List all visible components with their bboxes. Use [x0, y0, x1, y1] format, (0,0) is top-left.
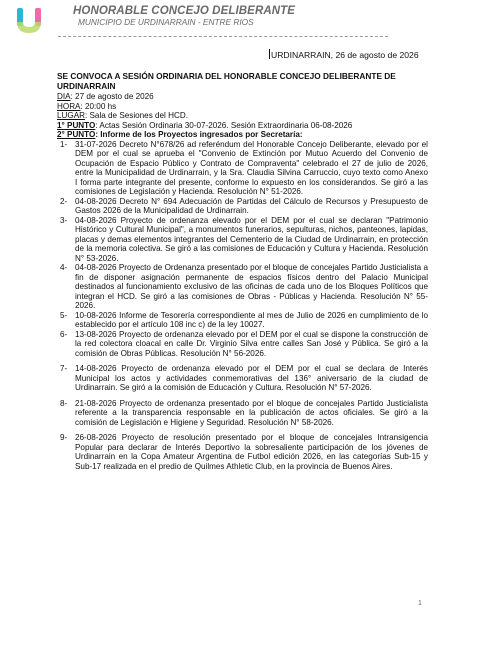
text-cursor — [269, 49, 270, 59]
item-number: 8- — [60, 398, 68, 408]
item-number: 7- — [60, 364, 68, 373]
item-text: 14-08-2026 Proyecto de ordenanza elevado por el DEM por el cual se declara de Interés Municipal los actos y actividades conmemorativas del 136° aniversario de la ciudad de Urdinarrain. Se giró a la comisión de Educación y Cultura. Resolución N° 57-2026. — [75, 364, 428, 392]
dateline — [269, 49, 419, 60]
item-text: 26-08-2026 Proyecto de resolución presentado por el bloque de concejales Intransigencia Popular para declarar de Interés Deportivo la sobresaliente participación de los jóvenes de Urdinarrain en la Copa Amateur Argentina de Futbol edición 2026, en las categorías Sub-15 y Sub-17 realizada en el predio de Quilmes Athletic Club, en la provincia de Buenos Aires. — [75, 433, 428, 471]
list-item — [57, 364, 428, 393]
header-divider — [58, 36, 388, 37]
council-title: HONORABLE CONCEJO DELIBERANTE — [73, 5, 296, 17]
item-number: 9- — [60, 433, 68, 442]
list-item — [57, 433, 428, 471]
item-number: 1- — [60, 139, 68, 149]
council-subtitle: MUNICIPIO DE URDINARRAIN - ENTRE RIOS — [78, 17, 254, 27]
page-number: 1 — [418, 600, 422, 607]
dia-value: : 27 de agosto de 2026 — [70, 92, 154, 101]
item-number: 5- — [60, 310, 68, 320]
item-number: 2- — [60, 196, 68, 206]
punto1-value: : Actas Sesión Ordinaria 30-07-2026. Sesión Extraordinaria 06-08-2026 — [95, 120, 353, 130]
punto2-value: : Informe de los Proyectos ingresados por Secretaría: — [95, 130, 303, 139]
hora-line — [57, 102, 428, 112]
punto2-line — [57, 130, 428, 140]
lugar-label: LUGAR — [57, 111, 85, 120]
item-text: 04-08-2026 Decreto N° 694 Adecuación de Partidas del Cálculo de Recursos y Presupuesto de Gastos 2026 de la Municipalidad de Urdinarrain. — [75, 196, 428, 215]
punto2-label: 2° PUNTO — [57, 130, 96, 139]
hora-value: : 20:00 hs — [80, 101, 117, 111]
item-text: 04-08-2026 Proyecto de Ordenanza presentado por el bloque de concejales Partido Justicialista a fin de disponer asignación permanente de espacios físicos dentro del Palacio Municipal destinados al funcionamiento exclusivo de las oficinas de cada uno de los Bloques Políticos que integran el HCD. Se giró a las comisiones de Obras - Públicas y Hacienda. Resolución N° 55-2026. — [75, 263, 428, 310]
punto1-line — [57, 121, 428, 131]
item-number: 4- — [60, 263, 68, 272]
item-text: 21-08-2026 Proyecto de ordenanza presentado por el bloque de concejales Partido Justicialista referente a la transparencia responsable en la publicación de actos oficiales. Se giró a la comisión de Legislación e Higiene y Seguridad. Resolución N° 58-2026. — [75, 398, 428, 427]
lugar-line — [57, 111, 428, 121]
agenda-items — [57, 140, 428, 472]
dia-label: DIA — [57, 92, 71, 101]
item-text: 13-08-2026 Proyecto de ordenanza elevado por el DEM por el cual se dispone la construcción de la red colectora cloacal en calle Dr. Virginio Silva entre calles San José y Pública. Se giró a la comisión de Obras Públicas. Resolución N° 56-2026. — [75, 329, 428, 358]
item-text: 04-08-2026 Proyecto de ordenanza elevado por el DEM por el cual se declaran "Patrimonio Histórico y Cultural Municipal", a monumentos funerarios, sepulturas, nichos, panteones, lapidas, placas y demas elementos integrantes del Cementerio de la Ciudad de Urdinarrain, en protección de la memoria colectiva. Se giró a las comisiones de Educación y Cultura y Hacienda. Resolución N° 53-2026. — [75, 215, 428, 263]
document-body — [57, 72, 428, 471]
lugar-value: : Sala de Sesiones del HCD. — [85, 111, 188, 120]
council-logo — [14, 6, 44, 34]
punto1-label: 1° PUNTO — [57, 120, 96, 130]
dateline-text: URDINARRAIN, 26 de agosto de 2026 — [271, 50, 419, 60]
item-text: 10-08-2026 Informe de Tesorería correspondiente al mes de Julio de 2026 en cumplimiento de lo establecido por el artículo 108 inc c) de la ley 10027. — [75, 310, 428, 329]
list-item — [57, 399, 428, 428]
item-number: 6- — [60, 329, 68, 339]
list-item — [57, 330, 428, 359]
list-item — [57, 263, 428, 311]
dia-line — [57, 92, 428, 102]
hora-label: HORA — [57, 101, 81, 111]
list-item — [57, 311, 428, 330]
item-number: 3- — [60, 215, 68, 225]
item-text: 31-07-2026 Decreto N°678/26 ad referéndum del Honorable Concejo Deliberante, elevado por el DEM por el cual se aprueba el "Convenio de Extinción por Mutuo Acuerdo del Convenio de Ocupación de Espacio Público y Contrato de Compraventa" celebrado el 27 de julio de 2026, entre la Municipalidad de Urdinarrain, y la Sra. Claudia Silvina Carruccio, cuyo texto como Anexo I forma parte integrante del presente, conforme lo expuesto en los considerandos. Se giró a las comisiones de Legislación y Hacienda. Resolución N° 51-2026. — [75, 139, 428, 196]
list-item — [57, 140, 428, 197]
convocation-heading: SE CONVOCA A SESIÓN ORDINARIA DEL HONORABLE CONCEJO DELIBERANTE DE URDINARRAIN — [57, 71, 396, 91]
list-item — [57, 216, 428, 264]
list-item — [57, 197, 428, 216]
